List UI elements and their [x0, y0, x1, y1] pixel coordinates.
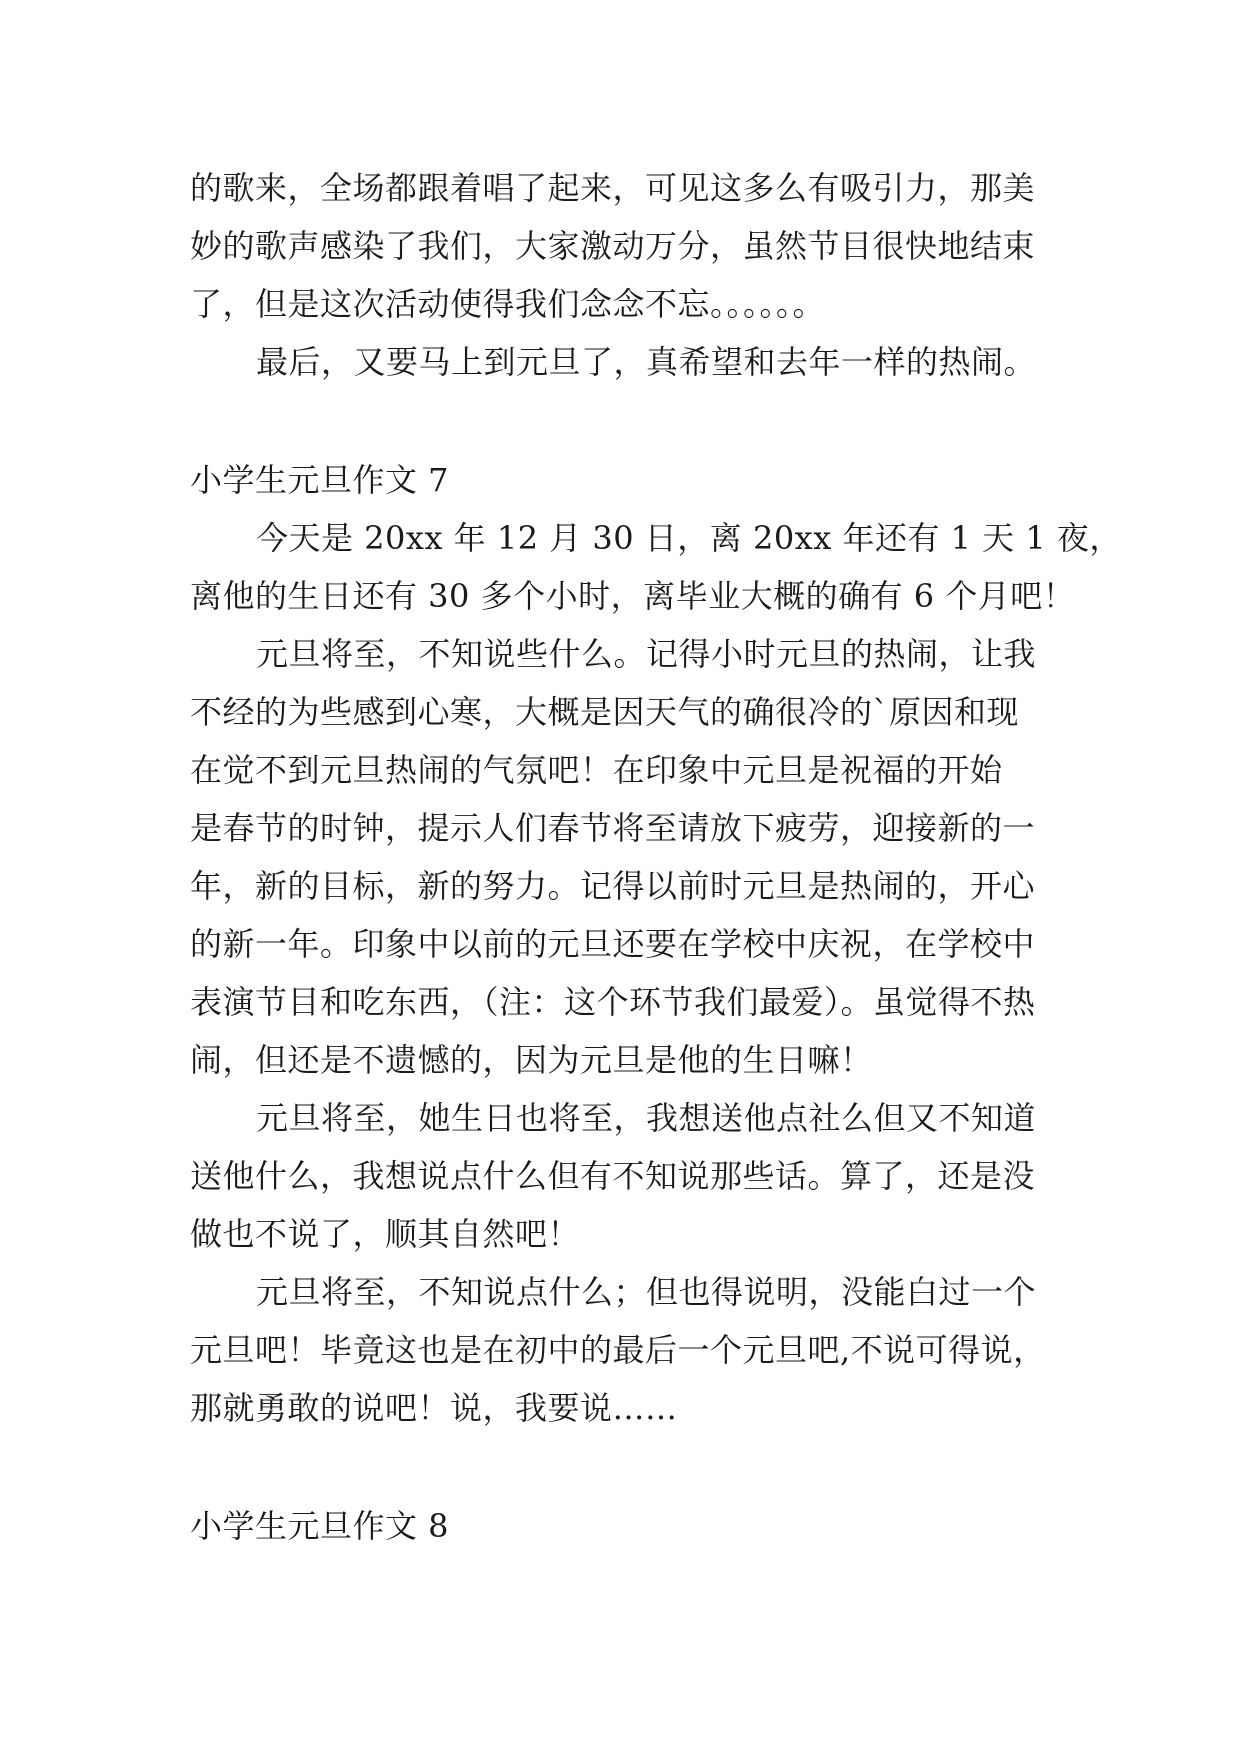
text-line: 元旦将至，不知说点什么；但也得说明，没能白过一个 — [256, 1273, 1037, 1311]
text-line: 最后，又要马上到元旦了，真希望和去年一样的热闹。 — [256, 343, 1037, 381]
text-line: 离他的生日还有 30 多个小时，离毕业大概的确有 6 个月吧！ — [190, 577, 1076, 615]
text-line: 今天是 20xx 年 12 月 30 日，离 20xx 年还有 1 天 1 夜， — [256, 519, 1122, 557]
text-line: 了，但是这次活动使得我们念念不忘。。。。。。 — [190, 285, 826, 323]
text-line: 送他什么，我想说点什么但有不知说那些话。算了，还是没 — [190, 1157, 1036, 1195]
text-line: 元旦将至，不知说些什么。记得小时元旦的热闹，让我 — [256, 635, 1037, 673]
section-heading: 小学生元旦作文 8 — [190, 1507, 450, 1545]
text-line: 的新一年。印象中以前的元旦还要在学校中庆祝，在学校中 — [190, 925, 1036, 963]
text-line: 在觉不到元旦热闹的气氛吧！在印象中元旦是祝福的开始 — [190, 751, 1003, 789]
section-heading: 小学生元旦作文 7 — [190, 461, 450, 499]
text-line: 元旦将至，她生日也将至，我想送他点社么但又不知道 — [256, 1099, 1037, 1137]
text-line: 妙的歌声感染了我们，大家激动万分，虽然节目很快地结束 — [190, 227, 1036, 265]
text-line: 做也不说了，顺其自然吧！ — [190, 1215, 581, 1253]
text-line: 年，新的目标，新的努力。记得以前时元旦是热闹的，开心 — [190, 867, 1036, 905]
text-line: 元旦吧！毕竟这也是在初中的最后一个元旦吧,不说可得说， — [190, 1331, 1046, 1369]
text-line: 不经的为些感到心寒，大概是因天气的确很冷的`原因和现 — [190, 693, 1020, 731]
text-line: 闹，但还是不遗憾的，因为元旦是他的生日嘛！ — [190, 1041, 873, 1079]
text-line: 那就勇敢的说吧！说，我要说…… — [190, 1389, 678, 1427]
text-line: 表演节目和吃东西，（注：这个环节我们最爱）。虽觉得不热 — [190, 983, 1036, 1021]
text-line: 的歌来，全场都跟着唱了起来，可见这多么有吸引力，那美 — [190, 169, 1036, 207]
text-line: 是春节的时钟，提示人们春节将至请放下疲劳，迎接新的一 — [190, 809, 1036, 847]
